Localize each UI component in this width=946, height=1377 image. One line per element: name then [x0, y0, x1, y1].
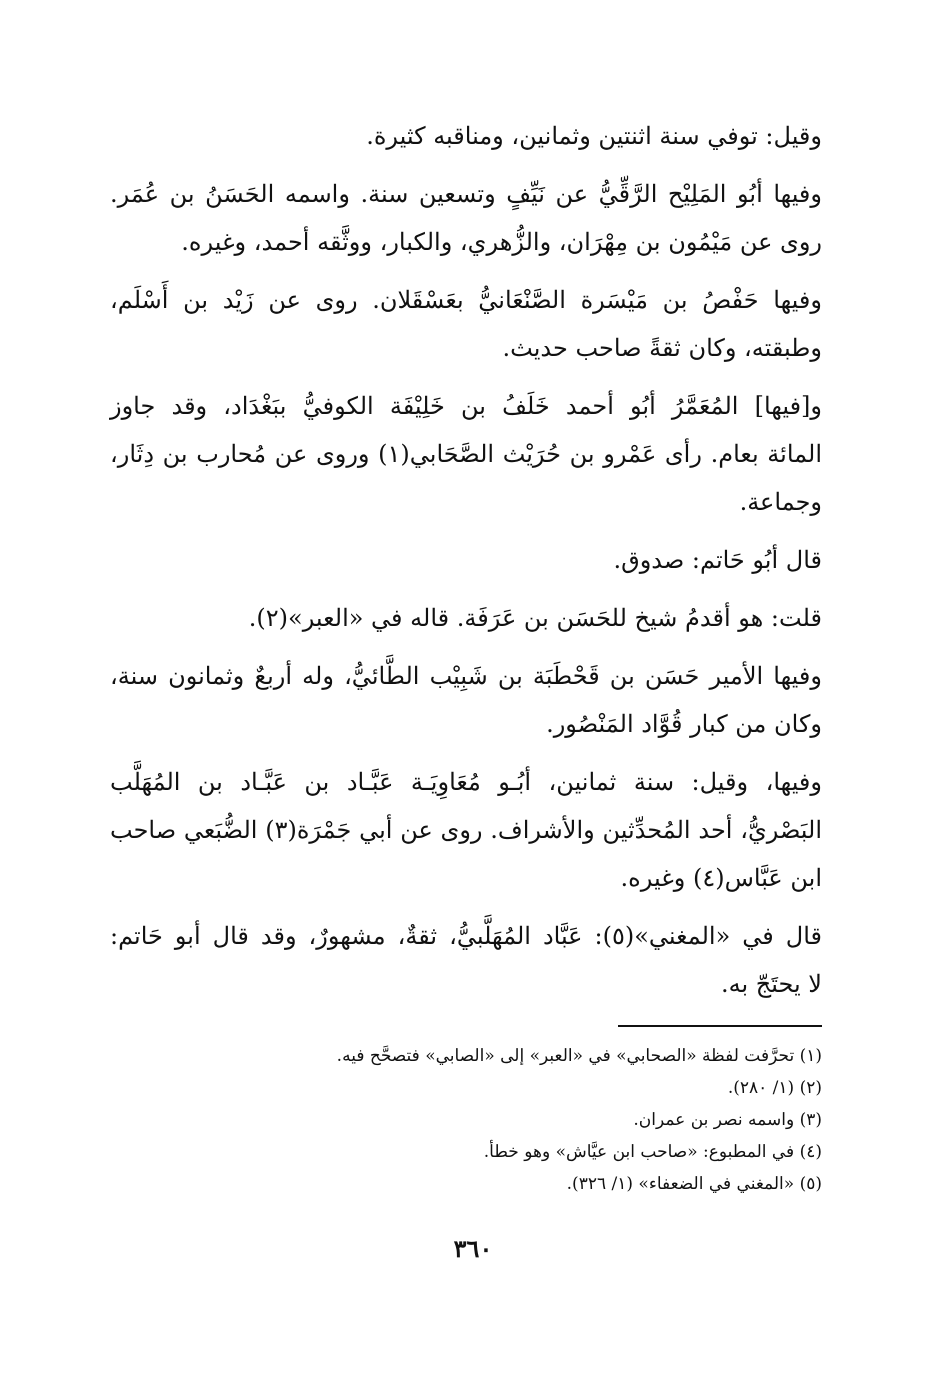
- text-line: وجماعة.: [739, 488, 822, 516]
- paragraph-5: [110, 536, 822, 584]
- text-line: وفيها أبُو المَلِيْح الرَّقِّيُّ عن نَيِّفٍ وتسعين سنة. واسمه الحَسَنُ بن عُمَر.: [110, 180, 822, 208]
- footnote-3: (٣) واسمه نصر بن عمران.: [633, 1110, 822, 1130]
- text-line: وفيها حَفْصُ بن مَيْسَرة الصَّنْعَانيُّ بعَسْقَلان. روى عن زَيْد بن أَسْلَم،: [110, 286, 822, 314]
- paragraph-9: [110, 912, 822, 1008]
- text-line: و[فيها] المُعَمَّرُ أبُو أحمد خَلَفُ بن خَلِيْفَة الكوفيُّ ببَغْدَاد، وقد جاوز: [110, 392, 822, 420]
- text-line: روى عن مَيْمُون بن مِهْرَان، والزُّهري، والكبار، ووثَّقه أحمد، وغيره.: [181, 228, 822, 256]
- footnote-2: (٢) (١/ ٢٨٠).: [727, 1078, 822, 1098]
- text-line: وفيها، وقيل: سنة ثمانين، أبُـو مُعَاوِيَـة عَبَّـاد بن عَبَّـاد بن المُهَلَّب: [110, 768, 822, 796]
- paragraph-8: [110, 758, 822, 902]
- page-number: ٣٦٠: [453, 1234, 493, 1263]
- text-line: قال أبُو حَاتم: صدوق.: [613, 546, 822, 574]
- footnote-1: (١) تحرَّفت لفظة «الصحابي» في «العبر» إلى «الصابي» فتصحَّح فيه.: [336, 1046, 822, 1066]
- text-line: وطبقته، وكان ثقةً صاحب حديث.: [502, 334, 822, 362]
- paragraph-3: [110, 276, 822, 372]
- footnotes: [110, 1040, 822, 1200]
- paragraph-1: [110, 112, 822, 160]
- paragraph-7: [110, 652, 822, 748]
- text-line: المائة بعام. رأى عَمْرو بن حُرَيْث الصَّحَابي(١) وروى عن مُحارب بن دِثَار،: [110, 440, 822, 468]
- main-text: [110, 112, 822, 1008]
- text-line: لا يحتَجّ به.: [720, 970, 822, 998]
- footnote-divider: [618, 1025, 822, 1027]
- footnote-4: (٤) في المطبوع: «صاحب ابن عيَّاش» وهو خطأ.: [483, 1142, 822, 1162]
- text-line: وقيل: توفي سنة اثنتين وثمانين، ومناقبه كثيرة.: [366, 122, 822, 150]
- footnote-5: (٥) «المغني في الضعفاء» (١/ ٣٢٦).: [566, 1174, 822, 1194]
- text-line: وكان من كبار قُوَّاد المَنْصُور.: [546, 710, 822, 738]
- text-line: وفيها الأمير حَسَن بن قَحْطَبَة بن شَبِيْب الطَّائيُّ، وله أربعٌ وثمانون سنة،: [110, 662, 822, 690]
- paragraph-2: [110, 170, 822, 266]
- text-line: قال في «المغني»(٥): عَبَّاد المُهَلَّبيُّ، ثقةٌ، مشهورٌ، وقد قال أبو حَاتم:: [110, 922, 822, 950]
- text-line: قلت: هو أقدمُ شيخ للحَسَن بن عَرَفَة. قاله في «العبر»(٢).: [248, 604, 822, 632]
- text-line: البَصْريُّ، أحد المُحدِّثين والأشراف. روى عن أبي جَمْرَة(٣) الضُّبَعي صاحب: [110, 816, 823, 844]
- paragraph-4: [110, 382, 822, 526]
- text-line: ابن عَبَّاس(٤) وغيره.: [620, 864, 822, 892]
- paragraph-6: [110, 594, 822, 642]
